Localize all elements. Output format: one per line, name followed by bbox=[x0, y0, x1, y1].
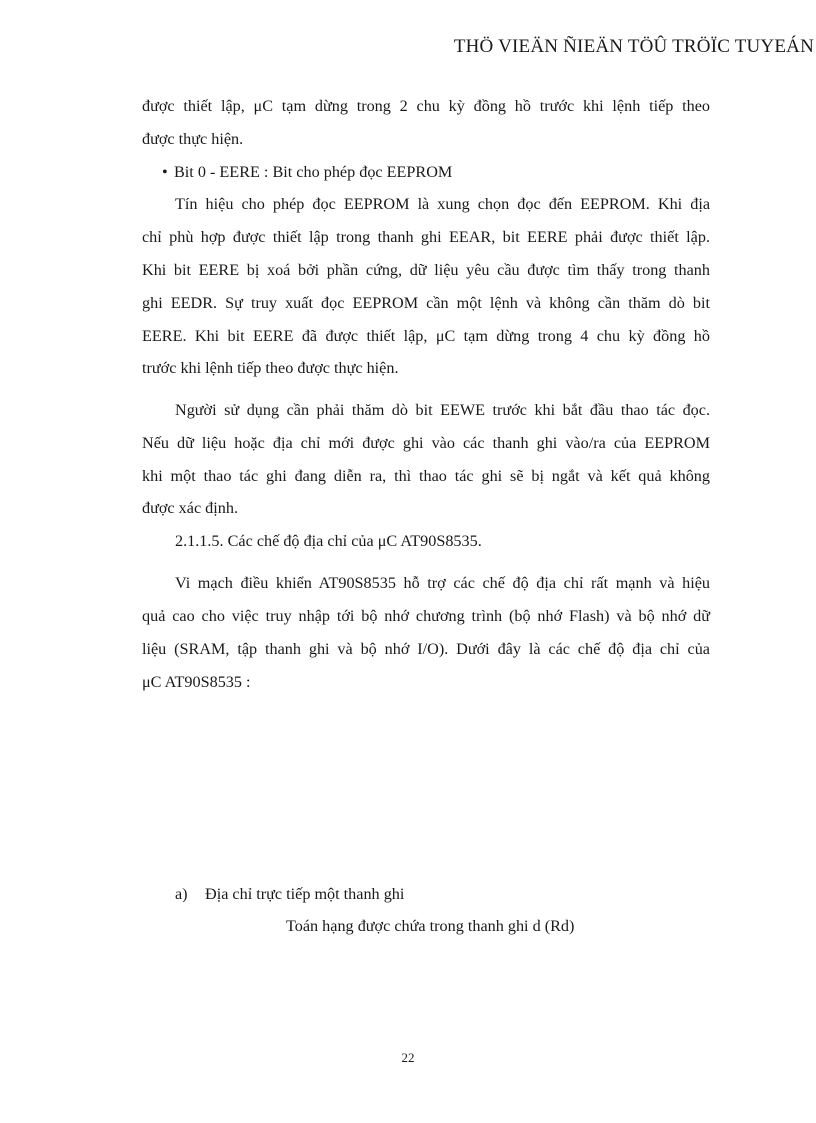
paragraph-line: chỉ phù hợp được thiết lập trong thanh ghi EEAR, bit EERE phải được thiết lập. bbox=[142, 228, 710, 246]
paragraph-line: trước khi lệnh tiếp theo được thực hiện. bbox=[142, 359, 399, 377]
bullet-icon: • bbox=[162, 163, 168, 181]
section-heading: 2.1.1.5. Các chế độ địa chỉ của μC AT90S8535. bbox=[175, 532, 482, 550]
paragraph-line: Người sử dụng cần phải thăm dò bit EEWE trước khi bắt đầu thao tác đọc. bbox=[175, 401, 710, 419]
page-number: 22 bbox=[401, 1050, 415, 1065]
paragraph-line: khi một thao tác ghi đang diễn ra, thì thao tác ghi sẽ bị ngắt và kết quả không bbox=[142, 467, 710, 485]
page-header: THÖ VIEÄN ÑIEÄN TÖÛ TRÖÏC TUYEÁN bbox=[453, 36, 814, 57]
paragraph-line: quả cao cho việc truy nhập tới bộ nhớ chương trình (bộ nhớ Flash) và bộ nhớ dữ bbox=[142, 607, 710, 625]
paragraph-line: Vi mạch điều khiển AT90S8535 hỗ trợ các chế độ địa chỉ rất mạnh và hiệu bbox=[175, 574, 710, 592]
list-item-a bbox=[175, 886, 404, 902]
paragraph-line: Tín hiệu cho phép đọc EEPROM là xung chọn đọc đến EEPROM. Khi địa bbox=[175, 195, 710, 213]
paragraph-line: được thiết lập, μC tạm dừng trong 2 chu kỳ đồng hồ trước khi lệnh tiếp theo bbox=[142, 97, 710, 115]
paragraph-line: được thực hiện. bbox=[142, 130, 244, 148]
list-item-text: Địa chỉ trực tiếp một thanh ghi bbox=[205, 885, 405, 903]
paragraph-line: liệu (SRAM, tập thanh ghi và bộ nhớ I/O). Dưới đây là các chế độ địa chỉ của bbox=[142, 640, 710, 658]
paragraph-line: Khi bit EERE bị xoá bởi phần cứng, dữ liệu yêu cầu được tìm thấy trong thanh bbox=[142, 261, 710, 279]
paragraph-line: EERE. Khi bit EERE đã được thiết lập, μC tạm dừng trong 4 chu kỳ đồng hồ bbox=[142, 327, 710, 345]
list-item-label: a) bbox=[175, 885, 188, 903]
bullet-item bbox=[162, 164, 452, 180]
paragraph-line: ghi EEDR. Sự truy xuất đọc EEPROM cần một lệnh và không cần thăm dò bit bbox=[142, 294, 710, 312]
paragraph-line: μC AT90S8535 : bbox=[142, 673, 251, 691]
paragraph-line: Nếu dữ liệu hoặc địa chỉ mới được ghi vào các thanh ghi vào/ra của EEPROM bbox=[142, 434, 710, 452]
paragraph-line: được xác định. bbox=[142, 499, 238, 517]
bullet-text: Bit 0 - EERE : Bit cho phép đọc EEPROM bbox=[174, 163, 453, 181]
figure-caption: Toán hạng được chứa trong thanh ghi d (Rd) bbox=[286, 917, 575, 935]
